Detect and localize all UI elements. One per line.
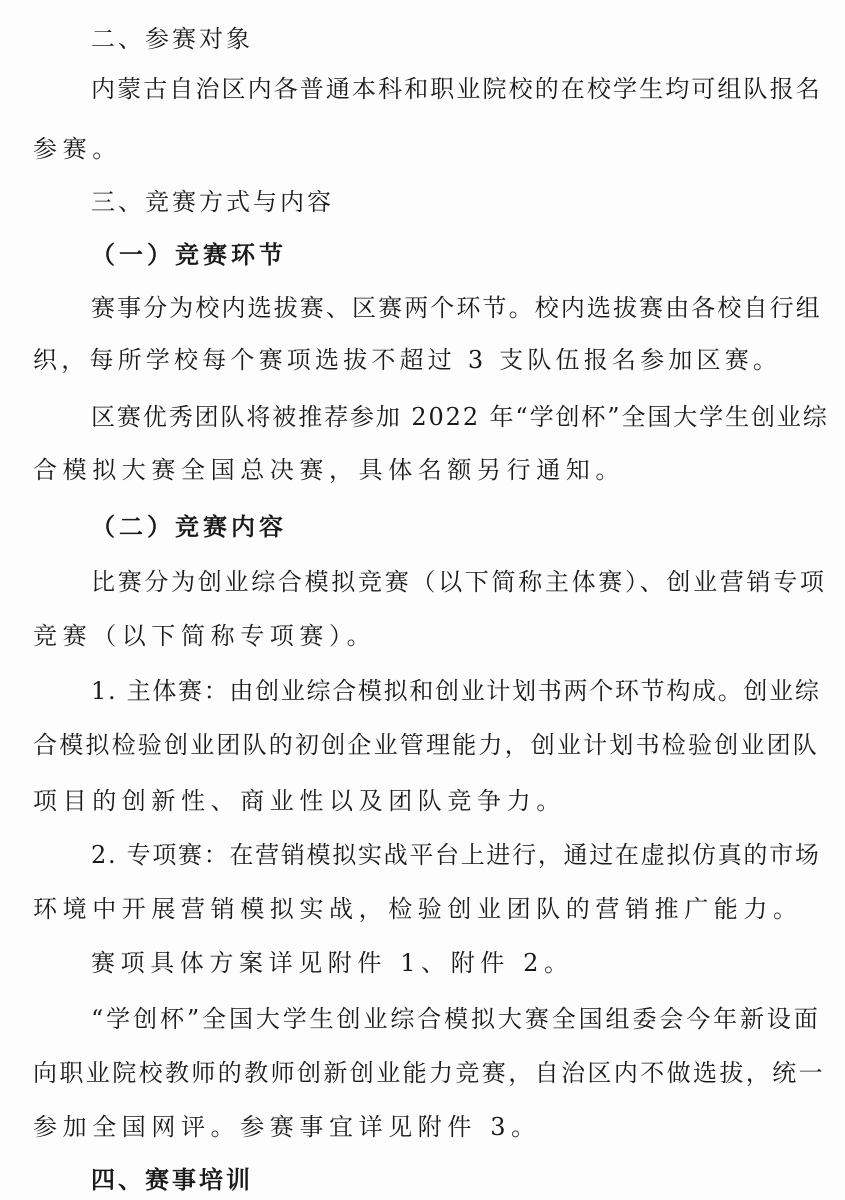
item-2-line-2: 环境中开展营销模拟实战，检验创业团队的营销推广能力。 xyxy=(33,895,803,923)
attachment-reference: 赛项具体方案详见附件 1、附件 2。 xyxy=(91,949,574,977)
item-2-line-1: 2. 专项赛：在营销模拟实战平台上进行，通过在虚拟仿真的市场 xyxy=(91,841,821,869)
subsection-2-paragraph-1-line-2: 竞赛（以下简称专项赛）。 xyxy=(33,622,377,650)
subsection-1-paragraph-1-line-2: 织，每所学校每个赛项选拔不超过 3 支队伍报名参加区赛。 xyxy=(33,346,782,374)
item-1-line-2: 合模拟检验创业团队的初创企业管理能力，创业计划书检验创业团队 xyxy=(33,731,819,759)
item-1-line-3: 项目的创新性、商业性以及团队竞争力。 xyxy=(33,787,566,815)
subsection-2-paragraph-3-line-3: 参加全国网评。参赛事宜详见附件 3。 xyxy=(33,1113,541,1141)
item-1-line-1: 1. 主体赛：由创业综合模拟和创业计划书两个环节构成。创业综 xyxy=(91,677,821,705)
subsection-1-paragraph-2-line-1: 区赛优秀团队将被推荐参加 2022 年“学创杯”全国大学生创业综 xyxy=(91,403,829,431)
subsection-2-heading: （二）竞赛内容 xyxy=(91,512,287,541)
section-2-paragraph-line-1: 内蒙古自治区内各普通本科和职业院校的在校学生均可组队报名 xyxy=(91,75,822,103)
subsection-1-paragraph-1-line-1: 赛事分为校内选拔赛、区赛两个环节。校内选拔赛由各校自行组 xyxy=(91,294,822,322)
subsection-2-paragraph-1-line-1: 比赛分为创业综合模拟竞赛（以下简称主体赛）、创业营销专项 xyxy=(91,568,827,596)
subsection-2-paragraph-3-line-2: 向职业院校教师的教师创新创业能力竞赛，自治区内不做选拔，统一 xyxy=(33,1059,825,1087)
subsection-2-paragraph-3-line-1: “学创杯”全国大学生创业综合模拟大赛全国组委会今年新设面 xyxy=(91,1005,821,1033)
section-2-heading: 二、参赛对象 xyxy=(91,25,253,53)
subsection-1-paragraph-2-line-2: 合模拟大赛全国总决赛，具体名额另行通知。 xyxy=(33,456,625,484)
section-3-heading: 三、竞赛方式与内容 xyxy=(91,188,334,216)
section-2-paragraph-line-2: 参赛。 xyxy=(33,135,122,163)
subsection-1-heading: （一）竞赛环节 xyxy=(91,240,287,269)
section-4-heading: 四、赛事培训 xyxy=(91,1166,253,1194)
